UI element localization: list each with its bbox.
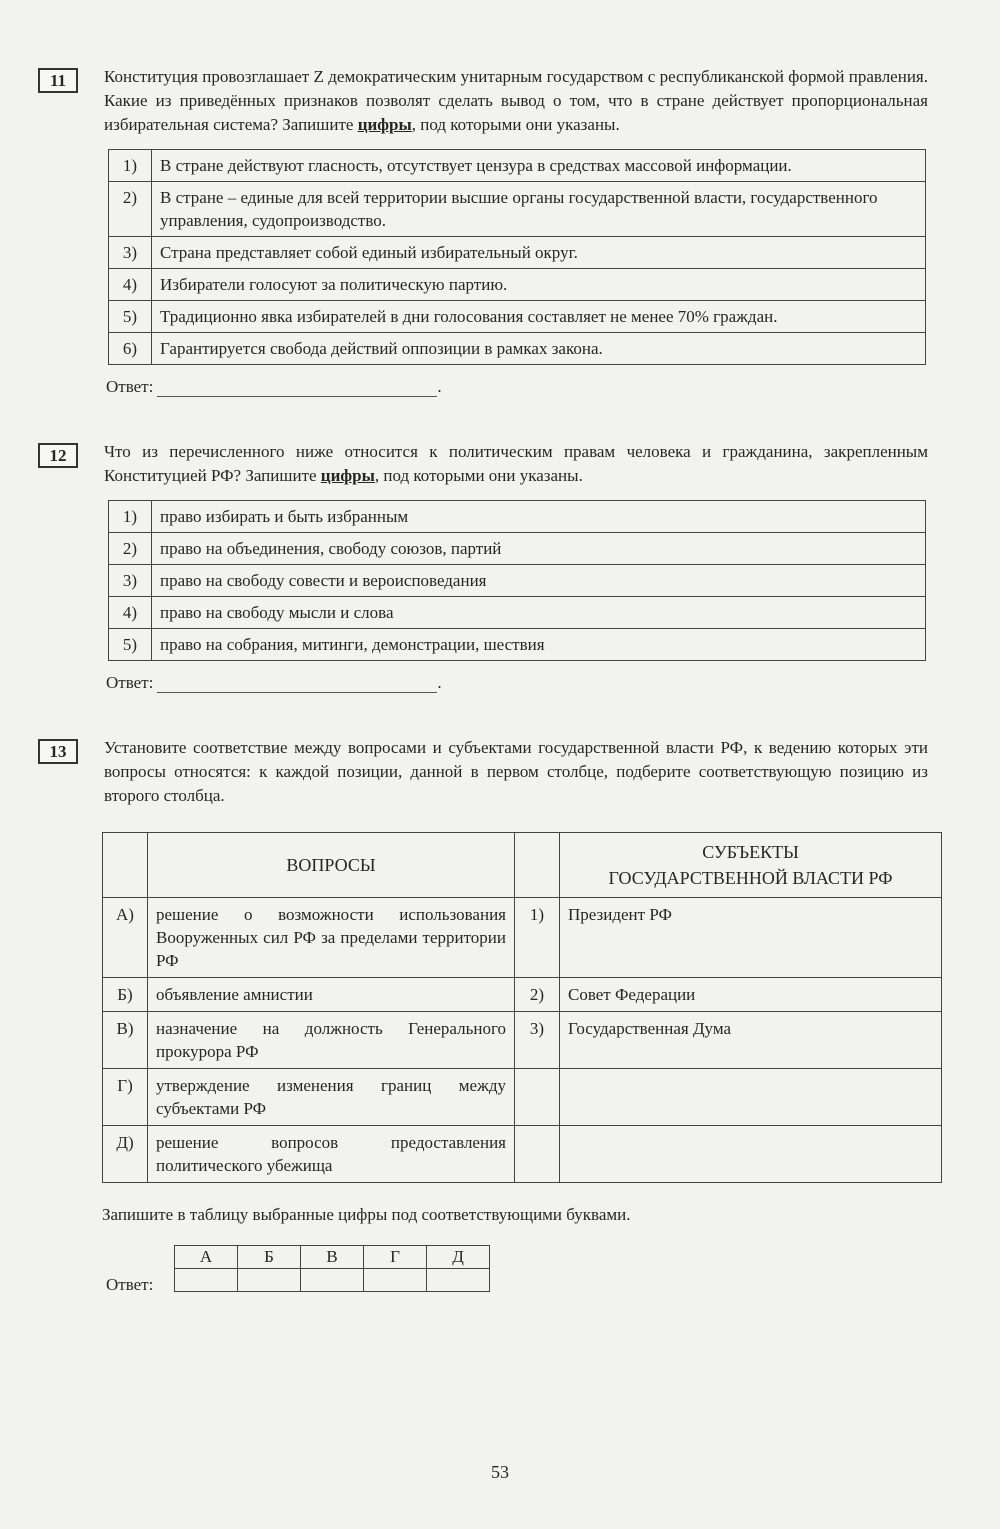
page-number: 53 <box>491 1462 509 1482</box>
answer-table <box>174 1245 490 1292</box>
grid-letter: Б <box>238 1246 301 1269</box>
option-row: 1) право избирать и быть избранным <box>109 501 926 533</box>
option-row: 3) Страна представляет собой единый избирательный округ. <box>109 237 926 269</box>
matching-row: Д) решение вопросов предоставления политического убежища <box>103 1126 942 1183</box>
question-text: Что из перечисленного ниже относится к политическим правам человека и гражданина, закрепленным Конституцией РФ? Запишите цифры, под которыми они указаны. <box>104 442 928 485</box>
question-11 <box>38 65 928 397</box>
answer-cell[interactable] <box>364 1269 427 1292</box>
option-row: 2) В стране – единые для всей территории высшие органы государственной власти, государственного управления, судопроизводство. <box>109 182 926 237</box>
question-13 <box>38 736 928 1305</box>
option-row: 5) Традиционно явка избирателей в дни голосования составляет не менее 70% граждан. <box>109 301 926 333</box>
question-text: Конституция провозглашает Z демократическим унитарным государством с республиканской формой правления. Какие из приведённых признаков позволят сделать вывод о том, что в стране действует пропорциональная избирательная система? Запишите цифры, под которыми они указаны. <box>104 67 928 134</box>
options-table <box>108 500 926 661</box>
option-row: 5) право на собрания, митинги, демонстрации, шествия <box>109 629 926 661</box>
matching-row: Б) объявление амнистии 2) Совет Федерации <box>103 978 942 1012</box>
option-row: 3) право на свободу совести и вероисповедания <box>109 565 926 597</box>
grid-letter: Г <box>364 1246 427 1269</box>
answer-label: Ответ: <box>106 1275 154 1294</box>
option-row: 4) Избиратели голосуют за политическую партию. <box>109 269 926 301</box>
matching-header <box>103 833 942 898</box>
options-table <box>108 149 926 365</box>
option-row: 6) Гарантируется свобода действий оппозиции в рамках закона. <box>109 333 926 365</box>
grid-letter: А <box>175 1246 238 1269</box>
option-row: 4) право на свободу мысли и слова <box>109 597 926 629</box>
answer-cell[interactable] <box>427 1269 490 1292</box>
question-text: Установите соответствие между вопросами и субъектами государственной власти РФ, к ведению которых эти вопросы относятся: к каждой позиции, данной в первом столбце, подберите соответствующую позицию из второго столбца. <box>104 738 928 805</box>
option-row: 2) право на объединения, свободу союзов, партий <box>109 533 926 565</box>
grid-letter: В <box>301 1246 364 1269</box>
question-number: 13 <box>38 739 78 764</box>
col2-header: СУБЪЕКТЫ ГОСУДАРСТВЕННОЙ ВЛАСТИ РФ <box>560 833 942 898</box>
matching-row: А) решение о возможности использования Вооруженных сил РФ за пределами территории РФ 1) Президент РФ <box>103 898 942 978</box>
answer-grid <box>102 1245 928 1305</box>
matching-table <box>102 832 942 1183</box>
answer-cell[interactable] <box>238 1269 301 1292</box>
matching-row: В) назначение на должность Генерального прокурора РФ 3) Государственная Дума <box>103 1012 942 1069</box>
answer-cell[interactable] <box>175 1269 238 1292</box>
question-12 <box>38 440 928 693</box>
option-row: 1) В стране действуют гласность, отсутствует цензура в средствах массовой информации. <box>109 150 926 182</box>
grid-letter: Д <box>427 1246 490 1269</box>
instruction: Запишите в таблицу выбранные цифры под соответствующими буквами. <box>102 1205 631 1224</box>
matching-row: Г) утверждение изменения границ между субъектами РФ <box>103 1069 942 1126</box>
answer-line[interactable]: Ответ: . <box>106 377 442 396</box>
answer-cell[interactable] <box>301 1269 364 1292</box>
question-number: 12 <box>38 443 78 468</box>
answer-line[interactable]: Ответ: . <box>106 673 442 692</box>
question-number: 11 <box>38 68 78 93</box>
col1-header: ВОПРОСЫ <box>148 833 515 898</box>
